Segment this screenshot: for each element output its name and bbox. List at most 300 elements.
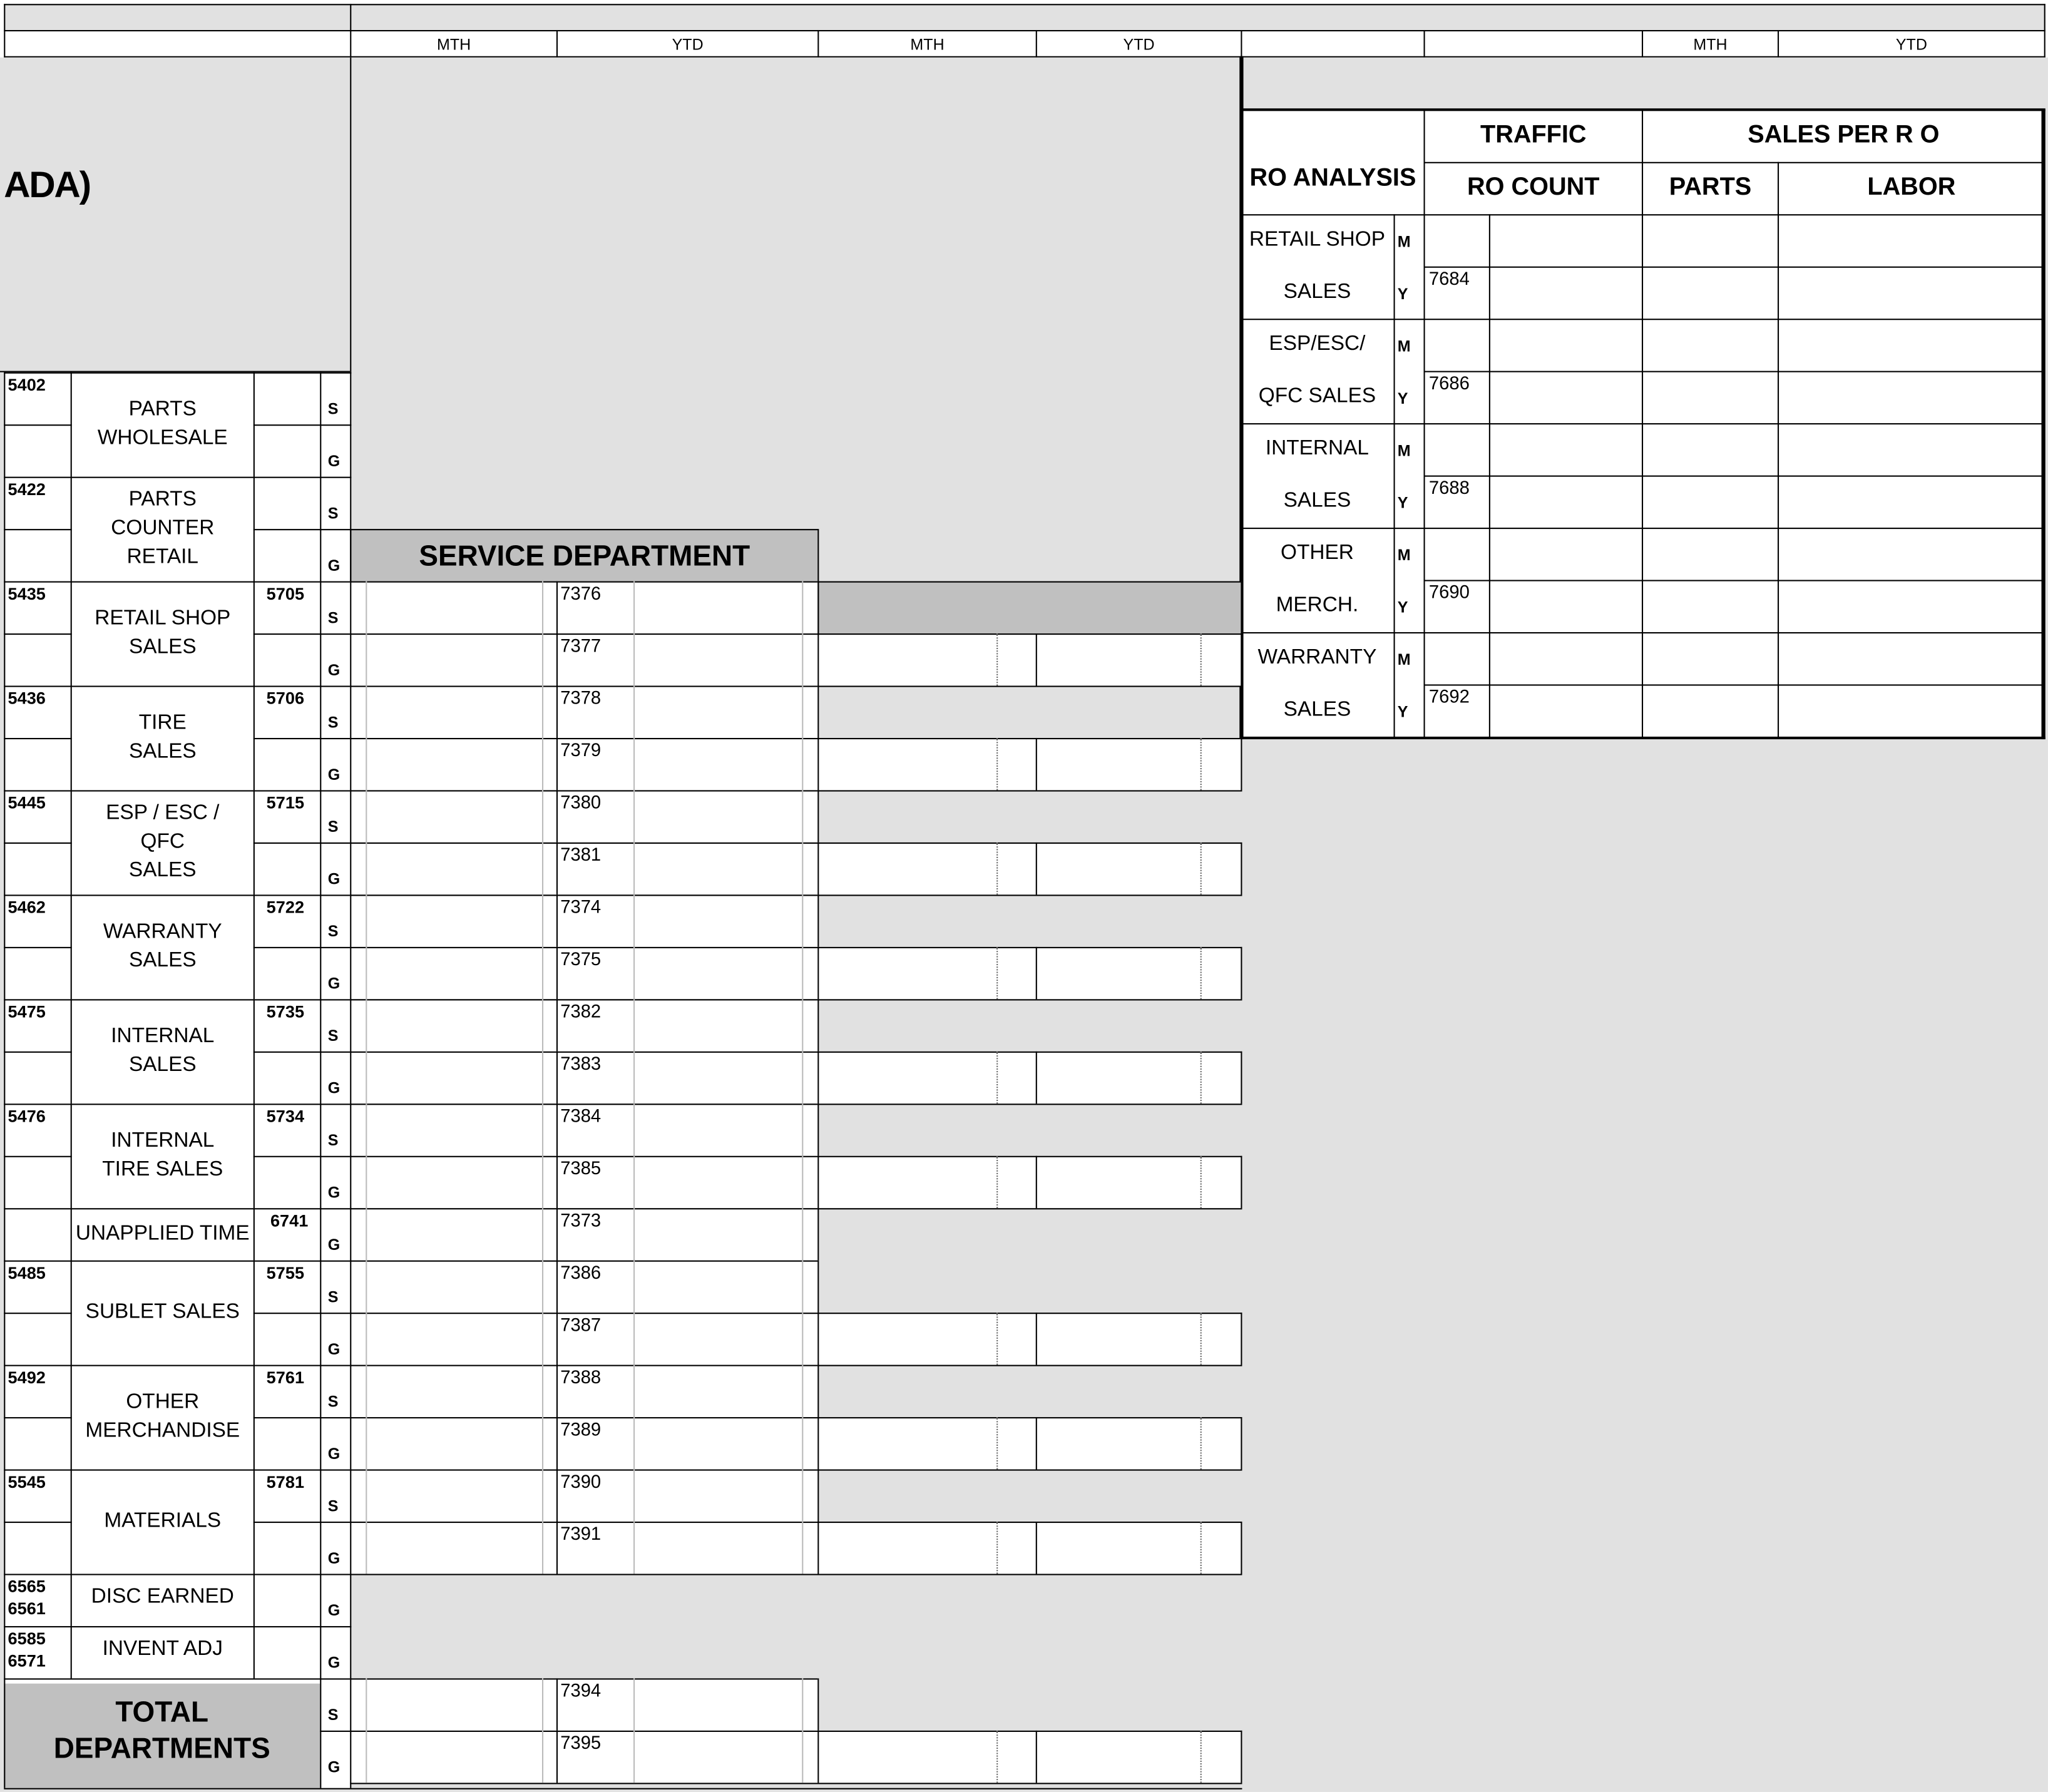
col-line	[556, 894, 558, 946]
total-label: TOTAL DEPARTMENTS	[53, 1695, 270, 1765]
year-marker: Y	[1397, 389, 1408, 408]
header-mth: MTH	[1693, 34, 1728, 53]
header-blank-right	[350, 4, 2045, 30]
col-line	[556, 1052, 558, 1103]
ro-row-label: SALES	[1283, 280, 1351, 304]
col-line	[817, 581, 819, 633]
sales-marker: S	[327, 399, 339, 418]
row-label: WARRANTY SALES	[103, 921, 222, 972]
row-line	[253, 842, 352, 844]
col-line	[996, 738, 998, 790]
service-code: 7383	[560, 1052, 602, 1074]
service-cell	[350, 738, 1241, 790]
col-line	[1241, 1522, 1242, 1574]
col-line	[633, 1678, 635, 1730]
col-line	[817, 633, 819, 685]
right-code: 5705	[266, 583, 305, 604]
month-marker: M	[1397, 232, 1411, 251]
col-line	[1036, 1156, 1037, 1208]
hdr-sep	[1241, 30, 1242, 58]
col-line	[366, 1313, 367, 1364]
col-line	[366, 790, 367, 842]
right-code: 5706	[266, 688, 305, 708]
col-line	[366, 1156, 367, 1208]
panel-line	[1778, 162, 1779, 738]
ro-row-label: MERCH.	[1276, 594, 1359, 617]
sales-marker: S	[327, 504, 339, 523]
col-line	[542, 1417, 543, 1469]
col-line	[556, 1522, 558, 1574]
row-line	[350, 947, 1242, 948]
row-line	[4, 1156, 72, 1157]
row-line	[4, 424, 72, 426]
col-line	[1241, 738, 1242, 790]
col-line	[1036, 1313, 1037, 1364]
col-line	[633, 1052, 635, 1103]
col-line	[802, 1522, 803, 1574]
col-line	[542, 1522, 543, 1574]
sales-marker: S	[327, 1131, 339, 1150]
sales-marker: S	[327, 713, 339, 732]
row-line	[4, 1417, 72, 1418]
col-line	[996, 633, 998, 685]
left-code: 5545	[8, 1472, 46, 1492]
hdr-sep	[4, 30, 5, 58]
row-line	[350, 1731, 1242, 1732]
col-line	[253, 1574, 255, 1626]
col-line	[817, 790, 819, 842]
row-line	[350, 1522, 1242, 1523]
gross-marker: G	[327, 1078, 340, 1097]
col-line	[366, 1365, 367, 1417]
panel-line	[1394, 214, 1395, 738]
month-marker: M	[1397, 441, 1411, 460]
bottom-border	[4, 1788, 1242, 1789]
col-line	[253, 1103, 255, 1208]
col-line	[366, 686, 367, 738]
col-line	[802, 738, 803, 790]
year-marker: Y	[1397, 598, 1408, 617]
col-line	[802, 581, 803, 633]
service-cell	[350, 1417, 1241, 1469]
col-line	[1241, 1052, 1242, 1103]
col-line	[556, 1313, 558, 1364]
row-line	[253, 424, 352, 426]
col-line	[556, 1365, 558, 1417]
row-line	[350, 842, 1242, 844]
row-line	[4, 1574, 351, 1575]
row-label: RETAIL SHOP SALES	[95, 607, 231, 658]
row-line	[350, 1313, 1242, 1314]
ro-row-label: ESP/ESC/	[1269, 333, 1366, 356]
col-line	[633, 1208, 635, 1260]
sales-marker: S	[327, 1706, 339, 1724]
col-line	[1241, 1156, 1242, 1208]
col-line	[556, 1208, 558, 1260]
col-line	[366, 1522, 367, 1574]
col-line	[253, 581, 255, 686]
row-line	[350, 1052, 1242, 1053]
col-line	[802, 1208, 803, 1260]
left-code: 5462	[8, 897, 46, 917]
service-cell	[350, 1522, 1241, 1574]
row-line	[4, 1208, 351, 1209]
col-line	[633, 738, 635, 790]
col-line	[802, 1103, 803, 1155]
col-line	[996, 947, 998, 999]
col-line	[542, 1470, 543, 1522]
right-code: 5715	[266, 792, 305, 812]
ro-code: 7690	[1428, 581, 1470, 602]
col-line	[1241, 1417, 1242, 1469]
panel-line	[1241, 423, 2044, 424]
col-line	[366, 842, 367, 894]
labor-header: LABOR	[1867, 173, 1956, 202]
header-ytd: YTD	[1895, 34, 1927, 53]
panel-line	[1241, 528, 2044, 529]
col-line	[542, 581, 543, 633]
col-line	[556, 1103, 558, 1155]
service-code: 7375	[560, 948, 602, 970]
row-label: TIRE SALES	[128, 712, 197, 763]
left-code: 5492	[8, 1367, 46, 1388]
row-label: MATERIALS	[104, 1510, 222, 1532]
col-line	[366, 581, 367, 633]
col-line	[802, 1417, 803, 1469]
sales-marker: S	[327, 1497, 339, 1515]
col-line	[1036, 1052, 1037, 1103]
row-line	[4, 1261, 351, 1262]
row-line	[350, 1156, 1242, 1157]
left-border	[4, 372, 5, 1788]
col-line	[802, 1261, 803, 1313]
panel-line	[1424, 267, 2044, 268]
month-marker: M	[1397, 650, 1411, 669]
col-line	[253, 1626, 255, 1678]
col-line	[556, 790, 558, 842]
ro-count-header: RO COUNT	[1467, 173, 1600, 202]
col-line	[633, 842, 635, 894]
col-line	[1036, 1417, 1037, 1469]
header-mth: MTH	[910, 34, 945, 53]
col-line	[633, 1522, 635, 1574]
col-line	[366, 1261, 367, 1313]
col-line	[1036, 1522, 1037, 1574]
service-code: 7394	[560, 1679, 602, 1701]
right-code: 5734	[266, 1106, 305, 1126]
left-code: 6565	[8, 1576, 46, 1596]
hdr-sep	[1424, 30, 1425, 58]
col-line	[1241, 633, 1242, 685]
service-cell	[350, 842, 1241, 894]
row-line	[4, 372, 351, 374]
left-code: 5445	[8, 792, 46, 812]
col-line	[996, 1313, 998, 1364]
row-line	[253, 947, 352, 948]
col-line	[253, 999, 255, 1103]
ro-row-label: INTERNAL	[1265, 438, 1369, 460]
row-line	[253, 1156, 352, 1157]
traffic-header: TRAFFIC	[1480, 121, 1587, 149]
col-line	[1201, 1417, 1202, 1469]
panel-line	[1241, 319, 2044, 320]
row-line	[4, 1470, 351, 1471]
col-line	[542, 1103, 543, 1155]
col-line	[253, 1261, 255, 1365]
service-code: 7380	[560, 791, 602, 812]
service-cell	[350, 1313, 1241, 1364]
col-line	[1201, 1052, 1202, 1103]
col-line	[1201, 738, 1202, 790]
row-label: INTERNAL TIRE SALES	[102, 1129, 223, 1181]
right-code: 6741	[270, 1211, 309, 1231]
sales-marker: S	[327, 1392, 339, 1411]
col-line	[366, 1731, 367, 1783]
col-line	[542, 738, 543, 790]
col-line	[253, 1365, 255, 1470]
col-line	[1201, 1156, 1202, 1208]
gross-marker: G	[327, 1549, 340, 1568]
service-cell	[350, 1731, 1241, 1783]
col-line	[542, 1261, 543, 1313]
col-line	[996, 1417, 998, 1469]
col-line	[366, 1417, 367, 1469]
row-line	[4, 1678, 351, 1679]
col-line	[802, 1313, 803, 1364]
col-line	[253, 686, 255, 791]
col-line	[817, 1313, 819, 1364]
row-line	[4, 738, 72, 739]
col-line	[817, 1156, 819, 1208]
col-line	[542, 1052, 543, 1103]
row-line	[253, 1522, 352, 1523]
left-code: 5402	[8, 374, 46, 395]
col-line	[802, 842, 803, 894]
gross-marker: G	[327, 660, 340, 680]
row-line	[253, 1417, 352, 1418]
col-line	[802, 1156, 803, 1208]
col-line	[633, 581, 635, 633]
col-line	[253, 1470, 255, 1574]
ro-code: 7686	[1428, 372, 1470, 394]
col-line	[556, 1470, 558, 1522]
row-line	[4, 842, 72, 844]
col-line	[817, 738, 819, 790]
col-line	[802, 999, 803, 1051]
col-line	[802, 1365, 803, 1417]
col-line	[556, 842, 558, 894]
row-line	[253, 738, 352, 739]
right-code: 5761	[266, 1367, 305, 1388]
col-line	[542, 633, 543, 685]
col-line	[366, 1470, 367, 1522]
service-code: 7374	[560, 896, 602, 917]
title-fragment: ADA)	[4, 164, 90, 205]
col-line	[633, 999, 635, 1051]
gross-marker: G	[327, 1653, 340, 1672]
ro-row-label: RETAIL SHOP	[1249, 228, 1385, 251]
col-line	[817, 686, 819, 738]
service-code: 7376	[560, 582, 602, 604]
col-line	[542, 1365, 543, 1417]
gross-marker: G	[327, 451, 340, 471]
panel-line	[1424, 371, 2044, 372]
col-line	[817, 1365, 819, 1417]
service-cell	[350, 1156, 1241, 1208]
row-line	[4, 894, 351, 896]
row-line	[4, 999, 351, 1000]
service-code: 7384	[560, 1105, 602, 1126]
col-line	[633, 1261, 635, 1313]
col-line	[802, 1678, 803, 1730]
left-code: 6585	[8, 1629, 46, 1649]
row-line	[4, 477, 351, 478]
ro-row-label: SALES	[1283, 489, 1351, 512]
col-line	[633, 1103, 635, 1155]
col-line	[542, 1208, 543, 1260]
ro-row-label: OTHER	[1281, 541, 1354, 565]
month-marker: M	[1397, 546, 1411, 565]
row-label: OTHER MERCHANDISE	[85, 1391, 240, 1442]
row-label: INVENT ADJ	[102, 1637, 223, 1661]
row-line	[350, 1783, 1242, 1784]
ro-row-label: WARRANTY	[1257, 646, 1377, 669]
row-line	[253, 1052, 352, 1053]
header-mth: MTH	[437, 34, 471, 53]
panel-line	[1424, 684, 2044, 685]
row-label: INTERNAL SALES	[111, 1025, 215, 1077]
row-line	[4, 1052, 72, 1053]
row-line	[4, 1626, 351, 1627]
col-line	[802, 894, 803, 946]
col-line	[996, 842, 998, 894]
col-line	[253, 372, 255, 477]
col-line	[1201, 842, 1202, 894]
service-code: 7387	[560, 1314, 602, 1335]
row-line	[350, 1574, 1242, 1575]
ro-code: 7684	[1428, 267, 1470, 289]
service-code: 7386	[560, 1261, 602, 1283]
header-blank-left	[4, 4, 351, 30]
col-line	[366, 633, 367, 685]
row-label: DISC EARNED	[91, 1585, 234, 1608]
col-line	[802, 947, 803, 999]
ro-code: 7692	[1428, 685, 1470, 707]
year-marker: Y	[1397, 284, 1408, 304]
col-line	[542, 686, 543, 738]
col-line	[996, 1522, 998, 1574]
col-line	[253, 1208, 255, 1260]
col-line	[1201, 1522, 1202, 1574]
service-cell	[350, 1052, 1241, 1103]
col-line	[366, 947, 367, 999]
gross-marker: G	[327, 869, 340, 888]
service-cell	[350, 633, 1241, 685]
col-line	[802, 1731, 803, 1783]
col-line	[1201, 1313, 1202, 1364]
col-line	[556, 1261, 558, 1313]
panel-line	[1241, 214, 2044, 215]
col-line	[1036, 842, 1037, 894]
service-cell	[350, 947, 1241, 999]
left-border	[350, 372, 351, 1788]
row-line	[4, 529, 72, 530]
col-line	[817, 947, 819, 999]
col-line	[633, 1156, 635, 1208]
row-line	[253, 1313, 352, 1314]
col-line	[542, 947, 543, 999]
hdr-sep	[2044, 30, 2045, 58]
row-line	[4, 686, 351, 687]
divider	[350, 58, 351, 374]
row-line	[320, 1731, 351, 1732]
row-line	[253, 529, 352, 530]
left-code: 6571	[8, 1651, 46, 1671]
service-code: 7379	[560, 739, 602, 760]
col-line	[542, 790, 543, 842]
gross-marker: G	[327, 556, 340, 575]
col-line	[633, 894, 635, 946]
col-line	[542, 842, 543, 894]
service-code: 7395	[560, 1731, 602, 1753]
col-line	[1201, 633, 1202, 685]
sales-marker: S	[327, 608, 339, 627]
service-code: 7378	[560, 687, 602, 708]
service-code: 7388	[560, 1366, 602, 1388]
col-line	[253, 790, 255, 894]
col-line	[1036, 738, 1037, 790]
row-line	[4, 1313, 72, 1314]
parts-header: PARTS	[1669, 173, 1752, 202]
row-line	[350, 1417, 1242, 1418]
service-code: 7373	[560, 1209, 602, 1231]
col-line	[802, 686, 803, 738]
service-code: 7391	[560, 1523, 602, 1544]
row-label: SUBLET SALES	[85, 1301, 240, 1323]
col-line	[1241, 1313, 1242, 1364]
service-gray-cell	[817, 581, 1242, 635]
left-code: 5435	[8, 583, 46, 604]
right-code: 5735	[266, 1001, 305, 1021]
col-line	[1241, 1731, 1242, 1783]
right-code: 5781	[266, 1472, 305, 1492]
col-line	[366, 1208, 367, 1260]
col-line	[542, 1313, 543, 1364]
col-line	[817, 1208, 819, 1260]
col-line	[366, 1103, 367, 1155]
col-line	[1036, 633, 1037, 685]
panel-line	[1424, 476, 2044, 477]
row-line	[350, 738, 1242, 739]
col-line	[542, 1678, 543, 1730]
col-line	[817, 999, 819, 1051]
col-line	[1241, 947, 1242, 999]
right-code: 5755	[266, 1262, 305, 1283]
col-line	[802, 1052, 803, 1103]
col-line	[817, 1103, 819, 1155]
gross-marker: G	[327, 1758, 340, 1776]
col-line	[802, 790, 803, 842]
row-line	[4, 947, 72, 948]
col-line	[817, 842, 819, 894]
service-code: 7389	[560, 1418, 602, 1440]
gross-marker: G	[327, 765, 340, 784]
service-code: 7381	[560, 844, 602, 865]
panel-line	[1424, 162, 2044, 163]
left-code: 5476	[8, 1106, 46, 1126]
col-line	[633, 686, 635, 738]
gross-marker: G	[327, 1339, 340, 1359]
